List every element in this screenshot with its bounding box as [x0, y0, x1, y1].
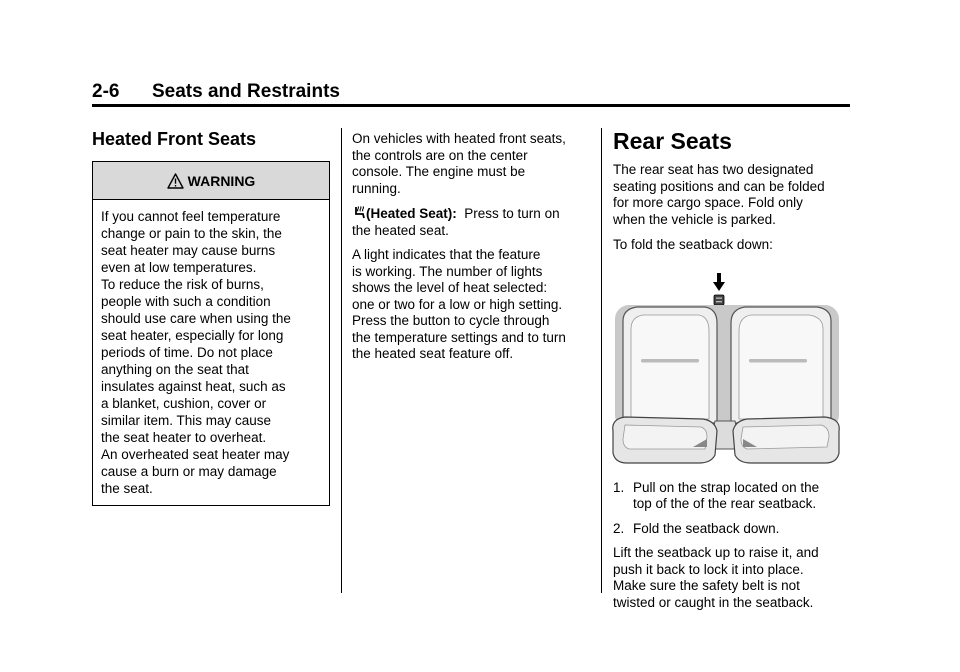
text-line: is working. The number of lights — [352, 263, 543, 279]
warning-line: seat heater, especially for long — [101, 328, 284, 343]
text-line: The rear seat has two designated — [613, 162, 814, 177]
column-divider-1 — [341, 128, 342, 593]
warning-line: seat heater may cause burns — [101, 243, 276, 258]
text-line: the controls are on the center — [352, 147, 528, 163]
right-column — [613, 128, 853, 620]
warning-line: change or pain to the skin, the — [101, 226, 282, 241]
warning-header — [93, 162, 329, 200]
text-line: the temperature settings and to turn — [352, 329, 566, 345]
rear-seat-intro — [613, 162, 853, 228]
fold-instruction: To fold the seatback down: — [613, 237, 773, 252]
text-line: push it back to lock it into place. — [613, 561, 804, 577]
text-line: Lift the seatback up to raise it, and — [613, 545, 819, 560]
text-line: Press to turn on — [456, 206, 560, 221]
text-line: the heated seat. — [352, 222, 449, 238]
page-header — [92, 81, 850, 107]
warning-text — [93, 200, 329, 505]
text-line: Pull on the strap located on the — [633, 479, 820, 495]
warning-line: periods of time. Do not place — [101, 345, 273, 360]
text-line: Fold the seatback down. — [633, 520, 780, 536]
fold-steps — [613, 480, 853, 538]
warning-label: WARNING — [187, 172, 256, 189]
rear-seats-heading: Rear Seats — [613, 128, 732, 154]
warning-line: the seat. — [101, 481, 153, 496]
text-line: the heated seat feature off. — [352, 346, 514, 361]
text-line: when the vehicle is parked. — [613, 211, 776, 227]
lift-seatback-paragraph — [613, 545, 853, 611]
list-item — [613, 480, 853, 513]
heated-seat-paragraph — [352, 205, 588, 239]
text-line: On vehicles with heated front seats, — [352, 131, 566, 146]
rear-seat-illustration — [607, 271, 847, 469]
warning-icon — [167, 173, 184, 189]
text-line: Press the button to cycle through — [352, 313, 550, 328]
heated-seat-icon — [352, 205, 366, 220]
heated-front-seats-heading: Heated Front Seats — [92, 129, 257, 149]
text-line: one or two for a low or high setting. — [352, 296, 563, 312]
controls-paragraph — [352, 131, 588, 197]
text-line: Make sure the safety belt is not — [613, 578, 800, 593]
text-line: twisted or caught in the seatback. — [613, 594, 814, 610]
chapter-title: Seats and Restraints — [152, 81, 340, 102]
page-number: 2-6 — [92, 81, 120, 102]
warning-line: insulates against heat, such as — [101, 379, 286, 394]
list-item — [613, 521, 853, 538]
text-line: shows the level of heat selected: — [352, 280, 548, 295]
warning-box — [92, 161, 330, 506]
heated-seat-label: (Heated Seat): — [366, 206, 457, 221]
text-line: console. The engine must be — [352, 164, 526, 179]
text-line: running. — [352, 180, 401, 196]
text-line: seating positions and can be folded — [613, 178, 825, 194]
warning-line: similar item. This may cause — [101, 413, 272, 428]
warning-line: people with such a condition — [101, 294, 271, 309]
warning-line: even at low temperatures. — [101, 260, 257, 275]
warning-line: An overheated seat heater may — [101, 447, 290, 462]
text-line: A light indicates that the feature — [352, 247, 541, 262]
warning-line: cause a burn or may damage — [101, 464, 277, 479]
middle-column — [352, 131, 588, 371]
light-indicator-paragraph — [352, 247, 588, 363]
text-line: top of the of the rear seatback. — [633, 496, 817, 511]
warning-line: a blanket, cushion, cover or — [101, 396, 267, 411]
warning-line: If you cannot feel temperature — [101, 209, 281, 224]
column-divider-2 — [601, 128, 602, 593]
warning-line: To reduce the risk of burns, — [101, 277, 264, 292]
left-column — [92, 128, 330, 506]
warning-line: anything on the seat that — [101, 362, 249, 377]
text-line: for more cargo space. Fold only — [613, 195, 803, 210]
down-arrow-icon — [713, 273, 725, 291]
step-number: 1. — [613, 479, 625, 495]
warning-line: the seat heater to overheat. — [101, 430, 267, 445]
warning-line: should use care when using the — [101, 311, 291, 326]
step-number: 2. — [613, 520, 625, 536]
